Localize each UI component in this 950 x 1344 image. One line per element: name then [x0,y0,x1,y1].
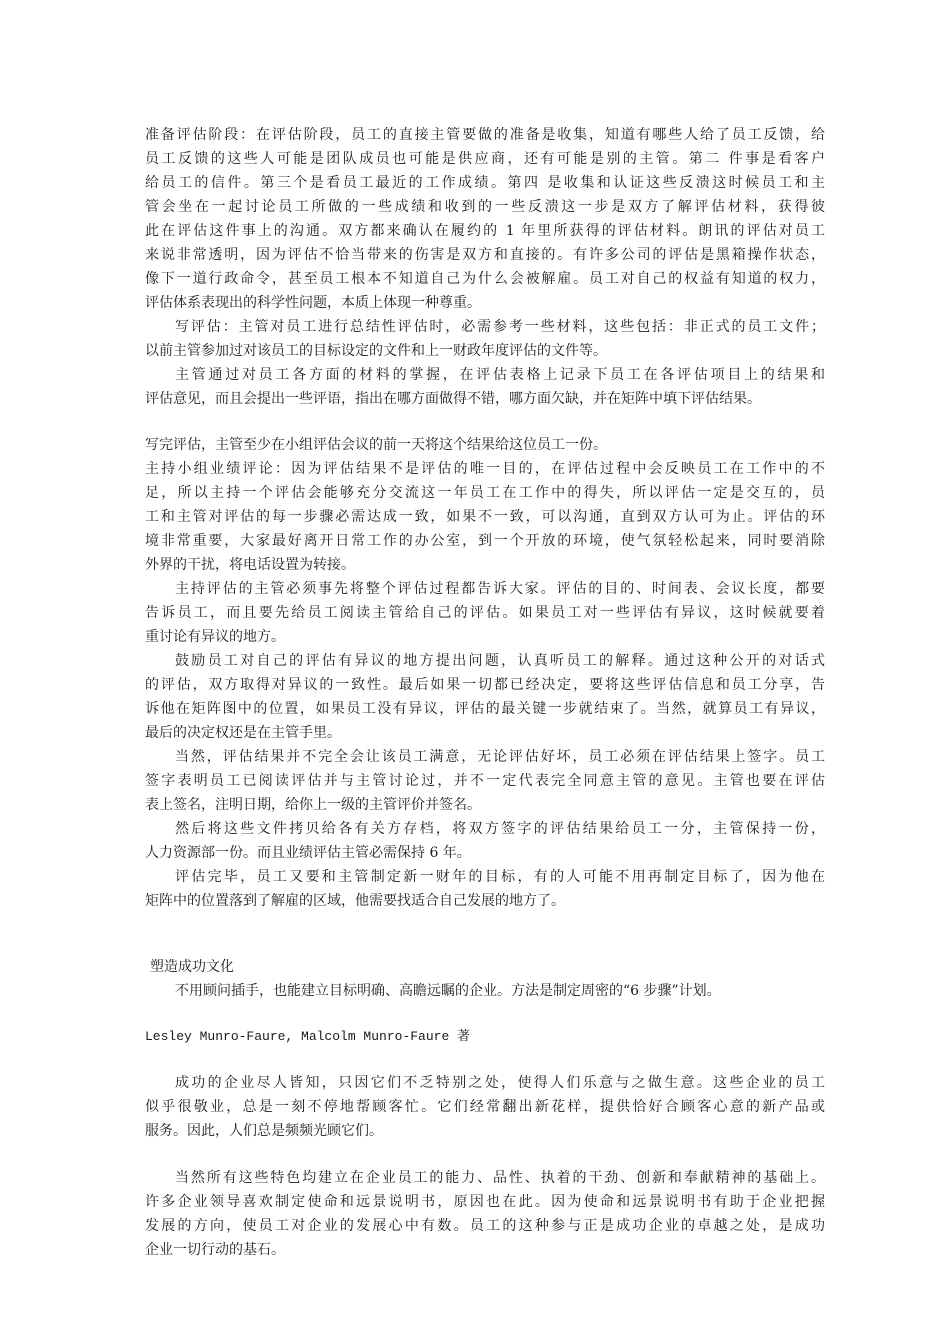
text-line: 写完评估，主管至少在小组评估会议的前一天将这个结果给这位员工一份。 [145,437,607,453]
text-line: 成功的企业尽人皆知，只因它们不乏特别之处，使得人们乐意与之做生意。这些企业的员工 [175,1075,825,1091]
text-line: 工和主管对评估的每一步骤必需达成一致，如果不一致，可以沟通，直到双方认可为止。评估的环 [145,509,825,525]
text-line: 最后的决定权还是在主管手里。 [145,725,341,741]
text-line: 签字表明员工已阅读评估并与主管讨论过，并不一定代表完全同意主管的意见。主管也要在评估 [145,773,825,789]
text-line: 此在评估这件事上的沟通。双方都来确认在履约的 1 年里所获得的评估材料。朗讯的评估对员工 [145,223,825,239]
text-line: 足，所以主持一个评估会能够充分交流这一年员工在工作中的得失，所以评估一定是交互的，员 [145,485,825,501]
text-line: 然后将这些文件拷贝给各有关方存档，将双方签字的评估结果给员工一分，主管保持一份， [175,821,825,837]
text-line: 境非常重要，大家最好离开日常工作的办公室，到一个开放的环境，使气氛轻松起来，同时要消除 [145,533,825,549]
text-line: 企业一切行动的基石。 [145,1242,285,1258]
text-line: 主持评估的主管必须事先将整个评估过程都告诉大家。评估的目的、时间表、会议长度，都要 [175,581,825,597]
text-line: 以前主管参加过对该员工的目标设定的文件和上一财政年度评估的文件等。 [145,343,607,359]
text-line: 主管通过对员工各方面的材料的掌握，在评估表格上记录下员工在各评估项目上的结果和 [175,367,825,383]
text-line: 诉他在矩阵图中的位置，如果员工没有异议，评估的最关键一步就结束了。当然，就算员工有异议， [145,701,825,717]
text-line: 评估意见，而且会提出一些评语，指出在哪方面做得不错，哪方面欠缺，并在矩阵中填下评估结果。 [145,391,761,407]
text-line: 的评估，双方取得对异议的一致性。最后如果一切都已经决定，要将这些评估信息和员工分享，告 [145,677,825,693]
text-line: 发展的方向，使员工对企业的发展心中有数。员工的这种参与正是成功企业的卓越之处，是成功 [145,1218,825,1234]
text-line: 管会坐在一起讨论员工所做的一些成绩和收到的一些反溃这一步是双方了解评估材料，获得彼 [145,199,825,215]
text-line: 准备评估阶段：在评估阶段，员工的直接主管要做的准备是收集，知道有哪些人给了员工反馈，给 [145,127,825,143]
text-line: 员工反馈的这些人可能是团队成员也可能是供应商，还有可能是别的主管。第二 件事是看客户 [145,151,825,167]
text-line: 重讨论有异议的地方。 [145,629,285,645]
text-line: 告诉员工，而且要先给员工阅读主管给自己的评估。如果员工对一些评估有异议，这时候就要着 [145,605,825,621]
text-line: 评估完毕，员工又要和主管制定新一财年的目标，有的人可能不用再制定目标了，因为他在 [175,869,825,885]
text-line: 外界的干扰，将电话设置为转接。 [145,557,355,573]
text-line: 写评估：主管对员工进行总结性评估时，必需参考一些材料，这些包括：非正式的员工文件； [175,319,825,335]
text-line: 当然，评估结果并不完全会让该员工满意，无论评估好坏，员工必须在评估结果上签字。员工 [175,749,825,765]
section-title: 塑造成功文化 [150,959,234,975]
text-line: 人力资源部一份。而且业绩评估主管必需保持 6 年。 [145,845,471,861]
text-line: 矩阵中的位置落到了解雇的区域，他需要找适合自己发展的地方了。 [145,893,565,909]
text-line: 鼓励员工对自己的评估有异议的地方提出问题，认真听员工的解释。通过这种公开的对话式 [175,653,825,669]
text-line: 表上签名，注明日期，给你上一级的主管评价并签名。 [145,797,481,813]
text-line: 当然所有这些特色均建立在企业员工的能力、品性、执着的干劲、创新和奉献精神的基础上。 [175,1170,825,1186]
text-line: 主持小组业绩评论：因为评估结果不是评估的唯一目的，在评估过程中会反映员工在工作中的不 [145,461,825,477]
text-line: 评估体系表现出的科学性问题，本质上体现一种尊重。 [145,295,481,311]
text-line: 似乎很敬业，总是一刻不停地帮顾客忙。它们经常翻出新花样，提供恰好合顾客心意的新产品或 [145,1099,825,1115]
author-line: Lesley Munro-Faure, Malcolm Munro-Faure 著 [145,1029,471,1044]
section-subtitle: 不用顾问插手，也能建立目标明确、高瞻远瞩的企业。方法是制定周密的“6 步骤”计划。 [175,983,721,999]
text-line: 服务。因此，人们总是频频光顾它们。 [145,1123,383,1139]
text-line: 来说非常透明，因为评估不恰当带来的伤害是双方和直接的。有许多公司的评估是黑箱操作状态， [145,247,825,263]
text-line: 许多企业领导喜欢制定使命和远景说明书，原因也在此。因为使命和远景说明书有助于企业把握 [145,1194,825,1210]
text-line: 像下一道行政命令，甚至员工根本不知道自己为什么会被解雇。员工对自己的权益有知道的权力， [145,271,825,287]
text-line: 给员工的信件。第三个是看员工最近的工作成绩。第四 是收集和认证这些反溃这时候员工和主 [145,175,825,191]
